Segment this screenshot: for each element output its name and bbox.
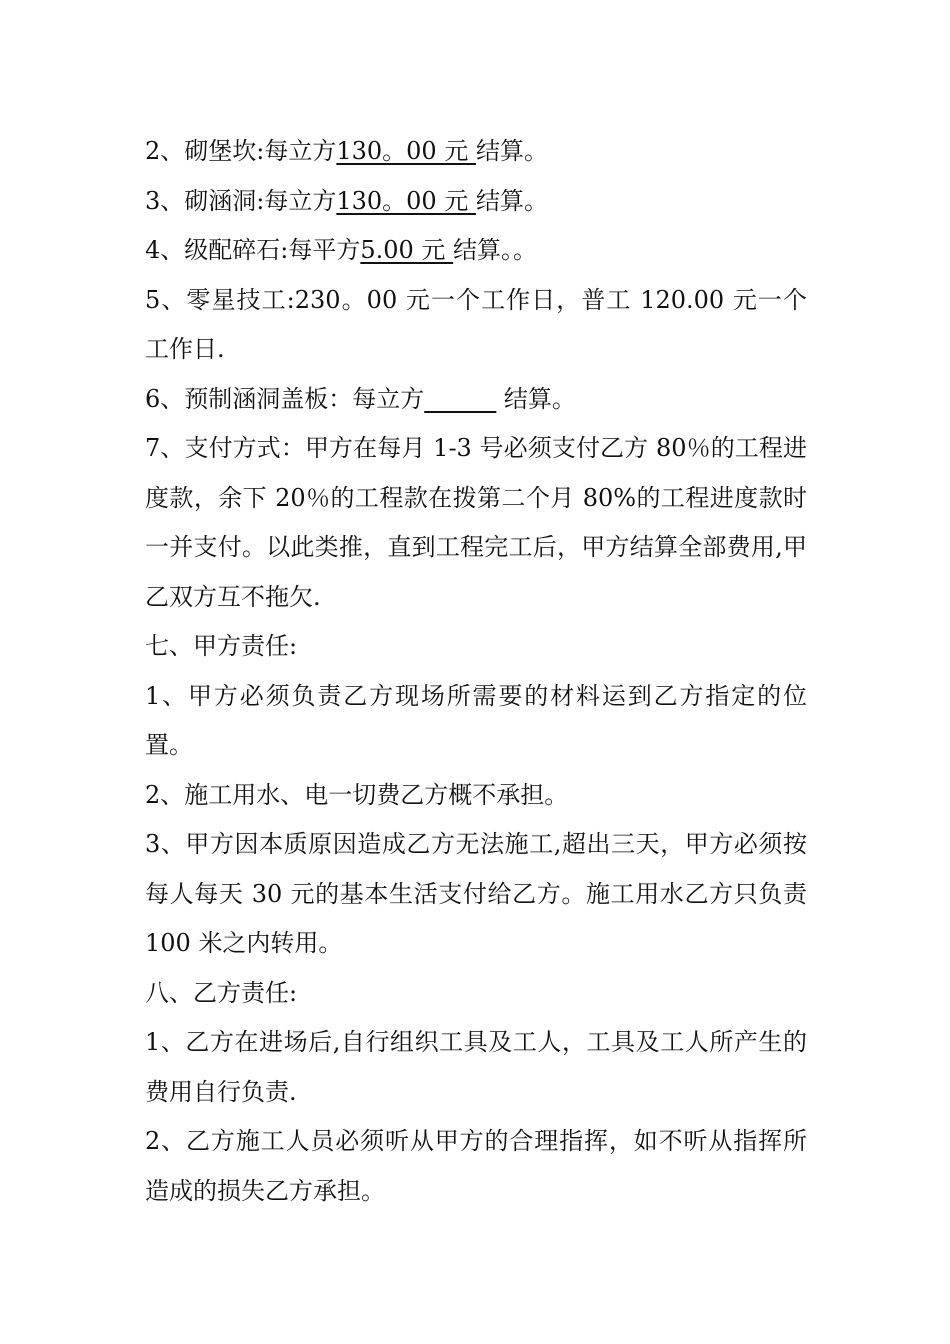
underlined-price: 130。00 元 [336, 186, 476, 215]
section-heading-party-b: 八、乙方责任: [145, 978, 298, 1007]
underlined-price: 5.00 元 [360, 236, 454, 264]
text-segment: 结算。 [475, 137, 548, 165]
section-heading-party-a: 七、甲方责任: [145, 632, 298, 660]
text-segment: 4、级配碎石:每平方 [145, 236, 361, 264]
paragraph-party-b-1: 1、乙方在进场后,自行组织工具及工人，工具及工人所产生的费用自行负责. [145, 1028, 807, 1106]
paragraph-item-4-gravel [145, 226, 807, 276]
text-segment: 3、砌涵洞:每立方 [145, 186, 337, 215]
paragraph-item-3-culvert [145, 177, 807, 227]
text-segment: 结算。 [496, 384, 576, 413]
paragraph-item-5-labor: 5、零星技工:230。00 元一个工作日，普工 120.00 元一个工作日. [145, 285, 807, 363]
text-segment: 结算。 [475, 186, 548, 215]
paragraph-party-b-2: 2、乙方施工人员必须听从甲方的合理指挥，如不听从指挥所造成的损失乙方承担。 [145, 1127, 807, 1205]
text-segment: 2、砌堡坎:每立方 [145, 137, 337, 165]
paragraph-party-a-3: 3、甲方因本质原因造成乙方无法施工,超出三天，甲方必须按每人每天 30 元的基本生活支付给乙方。施工用水乙方只负责 100 米之内转用。 [145, 830, 807, 957]
paragraph-item-6-cover-plate [145, 375, 807, 425]
paragraph-item-2-retaining-wall [145, 127, 807, 177]
blank-price-field: ______ [424, 384, 497, 413]
paragraph-party-a-2: 2、施工用水、电一切费乙方概不承担。 [145, 780, 569, 809]
document-body [145, 127, 807, 1216]
underlined-price: 130。00 元 [336, 137, 476, 165]
text-segment: 结算。。 [453, 236, 538, 264]
paragraph-party-a-1: 1、甲方必须负责乙方现场所需要的材料运到乙方指定的位置。 [145, 681, 807, 759]
text-segment: 6、预制涵洞盖板：每立方 [145, 384, 425, 413]
paragraph-item-7-payment: 7、支付方式：甲方在每月 1-3 号必须支付乙方 80％的工程进度款，余下 20％的工程款在拨第二个月 80%的工程进度款时一并支付。以此类推，直到工程完工后，甲方结算全部费用,甲乙双方互不拖欠. [145, 434, 807, 611]
